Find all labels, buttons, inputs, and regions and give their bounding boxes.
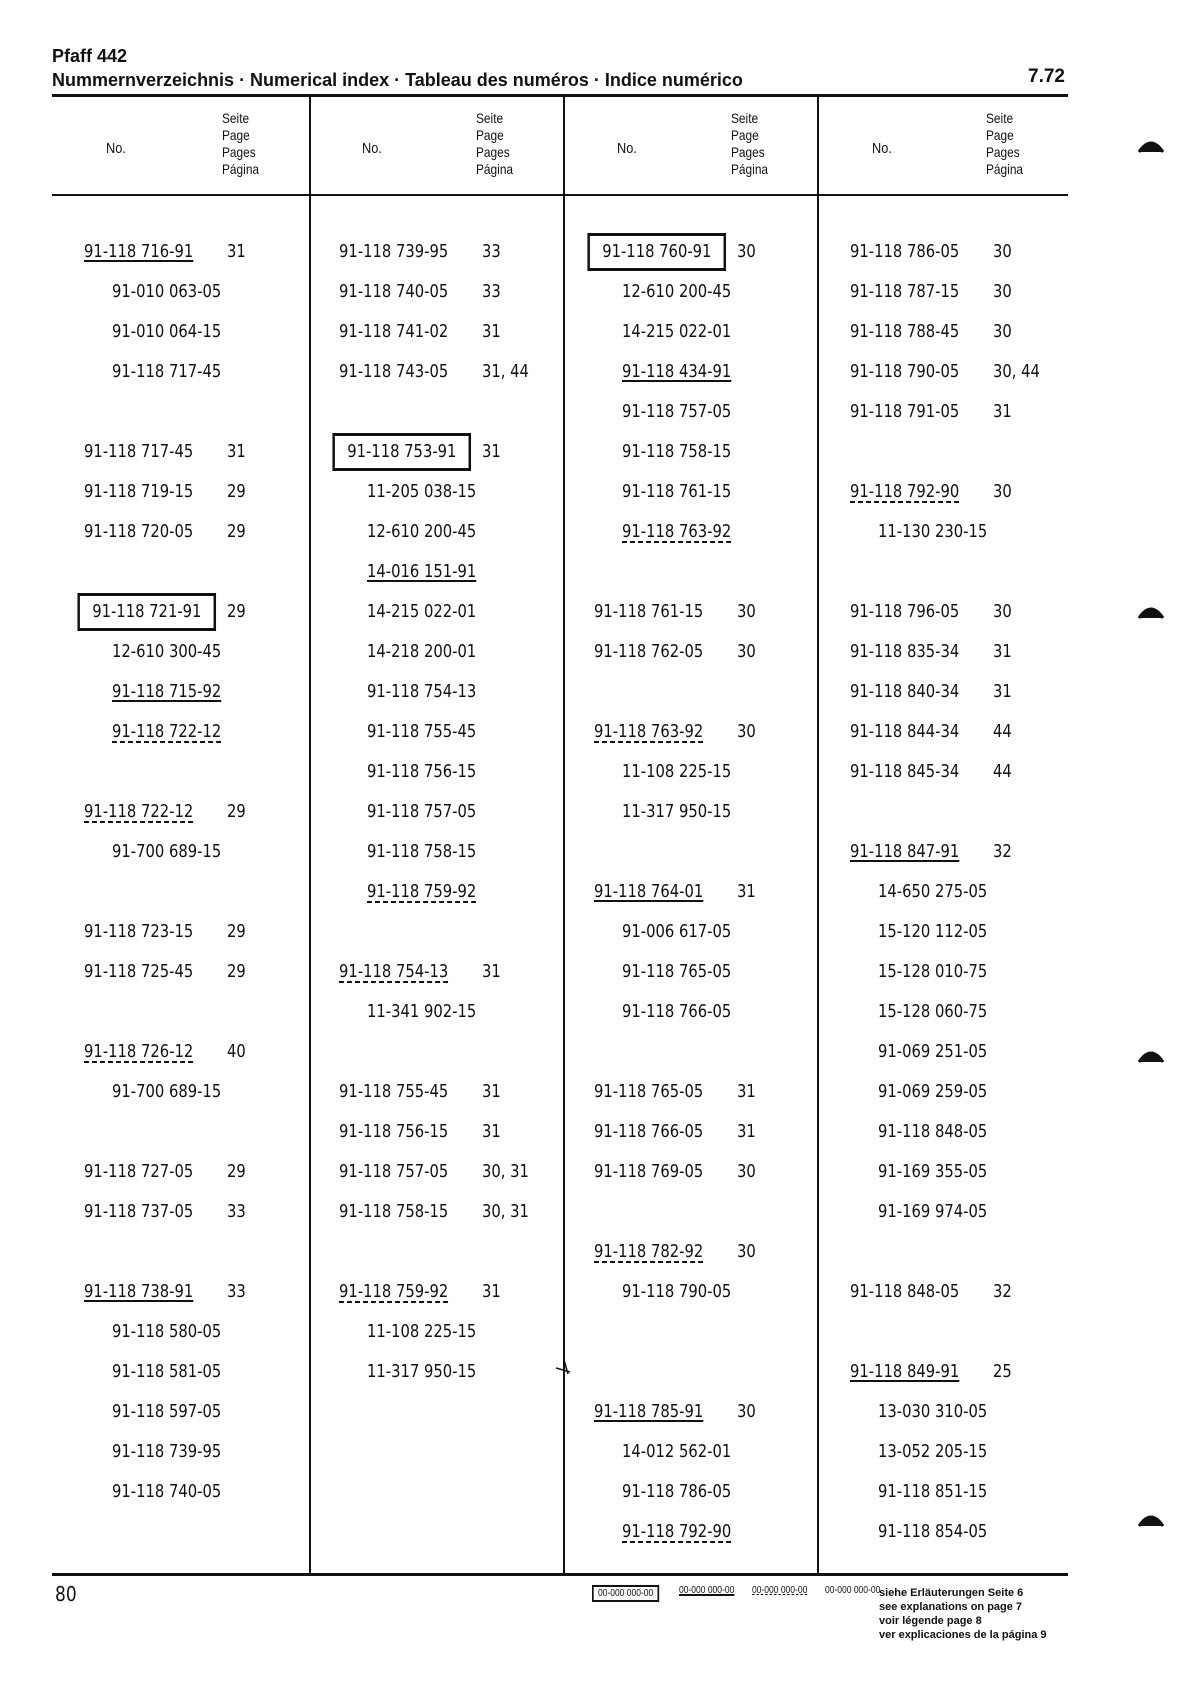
index-entry: 91-118 796-05 <box>850 601 960 622</box>
column-header-page-line: Page <box>986 127 1014 143</box>
index-entry: 91-118 757-05 <box>339 1161 449 1182</box>
index-subentry: 91-118 757-05 <box>622 401 732 422</box>
index-entry: 91-118 848-05 <box>850 1281 960 1302</box>
index-entry: 91-118 788-45 <box>850 321 960 342</box>
column-header-page-line: Página <box>476 161 514 177</box>
index-subentry: 91-118 851-15 <box>878 1481 988 1502</box>
page-reference: 29 <box>227 521 246 542</box>
index-entry: 91-118 849-91 <box>850 1361 960 1382</box>
page-reference: 30, 44 <box>993 361 1040 382</box>
page-reference: 31 <box>737 881 756 902</box>
index-entry: 91-118 763-92 <box>594 721 704 742</box>
margin-mark-icon <box>1137 1046 1165 1064</box>
index-entry: 91-118 782-92 <box>594 1241 704 1262</box>
index-entry: 91-118 787-15 <box>850 281 960 302</box>
index-entry: 91-118 719-15 <box>84 481 194 502</box>
index-entry: 91-118 721-91 <box>84 601 210 623</box>
index-entry: 91-118 739-95 <box>339 241 449 262</box>
index-subentry: 91-118 761-15 <box>622 481 732 502</box>
index-subentry: 91-118 758-15 <box>622 441 732 462</box>
index-subentry: 91-118 755-45 <box>367 721 477 742</box>
legend-line-en: see explanations on page 7 <box>879 1601 1023 1613</box>
index-subentry: 91-118 739-95 <box>112 1441 222 1462</box>
column-header-page <box>476 110 513 178</box>
index-subentry: 91-010 064-15 <box>112 321 222 342</box>
page-reference: 30 <box>737 641 756 662</box>
index-entry: 91-118 755-45 <box>339 1081 449 1102</box>
index-entry: 91-118 737-05 <box>84 1201 194 1222</box>
column-header-page-line: Page <box>476 127 504 143</box>
legend-solid-sample: 00-000 000-00 <box>679 1585 735 1596</box>
index-subentry: 91-700 689-15 <box>112 1081 222 1102</box>
cut-mark-icon <box>556 1356 574 1374</box>
index-entry: 91-118 786-05 <box>850 241 960 262</box>
index-subentry: 11-317 950-15 <box>622 801 732 822</box>
index-subentry: 91-118 848-05 <box>878 1121 988 1142</box>
index-entry: 91-118 847-91 <box>850 841 960 862</box>
index-entry: 91-118 764-01 <box>594 881 704 902</box>
index-entry: 91-118 756-15 <box>339 1121 449 1142</box>
index-entry: 91-118 790-05 <box>850 361 960 382</box>
page-reference: 30 <box>993 481 1012 502</box>
index-entry: 91-118 758-15 <box>339 1201 449 1222</box>
column-header-page-line: Seite <box>986 110 1014 126</box>
page-number: 80 <box>55 1582 77 1606</box>
index-subentry: 13-030 310-05 <box>878 1401 988 1422</box>
top-rule <box>52 94 1068 97</box>
index-entry: 91-118 791-05 <box>850 401 960 422</box>
index-subentry: 14-650 275-05 <box>878 881 988 902</box>
index-subentry: 91-118 854-05 <box>878 1521 988 1542</box>
page-reference: 29 <box>227 961 246 982</box>
page-reference: 31, 44 <box>482 361 529 382</box>
page-reference: 30 <box>737 601 756 622</box>
index-subentry: 14-012 562-01 <box>622 1441 732 1462</box>
column-divider <box>817 96 819 1573</box>
page-reference: 30 <box>737 1161 756 1182</box>
index-title: Nummernverzeichnis · Numerical index · Tableau des numéros · Indice numérico <box>52 70 743 90</box>
legend-dashed-sample: 00-000 000-00 <box>752 1585 808 1596</box>
index-entry: 91-118 765-05 <box>594 1081 704 1102</box>
index-entry: 91-118 845-34 <box>850 761 960 782</box>
column-header-page-line: Pages <box>222 144 256 160</box>
index-entry: 91-118 723-15 <box>84 921 194 942</box>
column-header-no: No. <box>106 140 126 157</box>
column-header-page-line: Pages <box>986 144 1020 160</box>
column-header-page <box>222 110 259 178</box>
index-subentry: 91-118 434-91 <box>622 361 732 382</box>
column-header-page <box>731 110 768 178</box>
index-entry: 91-118 769-05 <box>594 1161 704 1182</box>
index-entry: 91-118 840-34 <box>850 681 960 702</box>
page-reference: 31 <box>227 441 246 462</box>
page-reference: 30 <box>993 601 1012 622</box>
index-entry: 91-118 753-91 <box>339 441 465 463</box>
index-subentry: 14-215 022-01 <box>367 601 477 622</box>
index-entry: 91-118 725-45 <box>84 961 194 982</box>
index-subentry: 11-108 225-15 <box>367 1321 477 1342</box>
index-entry: 91-118 754-13 <box>339 961 449 982</box>
column-header-page-line: Seite <box>731 110 759 126</box>
index-subentry: 91-118 756-15 <box>367 761 477 782</box>
page-reference: 31 <box>993 681 1012 702</box>
page-reference: 31 <box>482 1121 501 1142</box>
index-entry: 91-118 716-91 <box>84 241 194 262</box>
index-entry: 91-118 727-05 <box>84 1161 194 1182</box>
page-reference: 32 <box>993 841 1012 862</box>
legend-line-de: siehe Erläuterungen Seite 6 <box>879 1587 1024 1599</box>
index-subentry: 91-118 581-05 <box>112 1361 222 1382</box>
column-header-page-line: Page <box>731 127 759 143</box>
index-subentry: 91-118 717-45 <box>112 361 222 382</box>
page-reference: 30 <box>737 241 756 262</box>
page-reference: 44 <box>993 721 1012 742</box>
page-reference: 32 <box>993 1281 1012 1302</box>
legend-line-es: ver explicaciones de la página 9 <box>879 1629 1047 1641</box>
column-header-page-line: Pages <box>476 144 510 160</box>
index-entry: 91-118 720-05 <box>84 521 194 542</box>
index-subentry: 91-118 758-15 <box>367 841 477 862</box>
index-subentry: 11-341 902-15 <box>367 1001 477 1022</box>
column-header-page-line: Pages <box>731 144 765 160</box>
index-subentry: 91-118 763-92 <box>622 521 732 542</box>
index-subentry: 91-118 792-90 <box>622 1521 732 1542</box>
index-subentry: 91-169 974-05 <box>878 1201 988 1222</box>
index-subentry: 11-130 230-15 <box>878 521 988 542</box>
page-reference: 30 <box>737 1241 756 1262</box>
index-subentry: 15-128 010-75 <box>878 961 988 982</box>
index-entry: 91-118 760-91 <box>594 241 720 263</box>
index-subentry: 11-317 950-15 <box>367 1361 477 1382</box>
index-entry: 91-118 722-12 <box>84 801 194 822</box>
page-reference: 31 <box>737 1121 756 1142</box>
index-subentry: 91-700 689-15 <box>112 841 222 862</box>
index-subentry: 91-069 251-05 <box>878 1041 988 1062</box>
brand-title: Pfaff 442 <box>52 46 128 66</box>
page-reference: 31 <box>482 961 501 982</box>
page-reference: 29 <box>227 601 246 622</box>
page-reference: 31 <box>993 401 1012 422</box>
page-reference: 31 <box>227 241 246 262</box>
legend-plain-sample: 00-000 000-00 <box>825 1585 881 1596</box>
index-entry: 91-118 844-34 <box>850 721 960 742</box>
page-reference: 33 <box>227 1201 246 1222</box>
page-reference: 40 <box>227 1041 246 1062</box>
index-subentry: 11-108 225-15 <box>622 761 732 782</box>
margin-mark-icon <box>1137 602 1165 620</box>
header-rule <box>52 194 1068 196</box>
index-subentry: 91-010 063-05 <box>112 281 222 302</box>
index-subentry: 14-218 200-01 <box>367 641 477 662</box>
column-header-no: No. <box>617 140 637 157</box>
page-reference: 29 <box>227 921 246 942</box>
index-entry: 91-118 717-45 <box>84 441 194 462</box>
index-subentry: 91-118 786-05 <box>622 1481 732 1502</box>
index-subentry: 91-118 715-92 <box>112 681 222 702</box>
column-header-no: No. <box>362 140 382 157</box>
column-header-page-line: Seite <box>476 110 504 126</box>
index-entry: 91-118 743-05 <box>339 361 449 382</box>
page-reference: 29 <box>227 1161 246 1182</box>
index-subentry: 12-610 300-45 <box>112 641 222 662</box>
index-entry: 91-118 792-90 <box>850 481 960 502</box>
page-reference: 29 <box>227 481 246 502</box>
index-subentry: 91-169 355-05 <box>878 1161 988 1182</box>
page-reference: 31 <box>482 441 501 462</box>
column-header-page <box>986 110 1023 178</box>
page-reference: 31 <box>482 321 501 342</box>
page-reference: 33 <box>227 1281 246 1302</box>
column-divider <box>309 96 311 1573</box>
bottom-rule <box>52 1573 1068 1576</box>
index-entry: 91-118 785-91 <box>594 1401 704 1422</box>
index-subentry: 91-118 765-05 <box>622 961 732 982</box>
page-reference: 44 <box>993 761 1012 782</box>
column-header-page-line: Página <box>222 161 260 177</box>
index-subentry: 14-016 151-91 <box>367 561 477 582</box>
column-header-no: No. <box>872 140 892 157</box>
index-subentry: 91-006 617-05 <box>622 921 732 942</box>
legend-samples <box>592 1585 890 1602</box>
index-entry: 91-118 835-34 <box>850 641 960 662</box>
index-entry: 91-118 762-05 <box>594 641 704 662</box>
index-subentry: 91-118 580-05 <box>112 1321 222 1342</box>
index-entry: 91-118 759-92 <box>339 1281 449 1302</box>
index-entry: 91-118 741-02 <box>339 321 449 342</box>
legend-line-fr: voir légende page 8 <box>879 1615 982 1627</box>
section-code: 7.72 <box>1028 66 1065 87</box>
index-subentry: 15-128 060-75 <box>878 1001 988 1022</box>
column-header-page-line: Seite <box>222 110 250 126</box>
index-subentry: 13-052 205-15 <box>878 1441 988 1462</box>
page-reference: 29 <box>227 801 246 822</box>
index-subentry: 15-120 112-05 <box>878 921 988 942</box>
index-entry: 91-118 738-91 <box>84 1281 194 1302</box>
margin-mark-icon <box>1137 1510 1165 1528</box>
index-subentry: 91-118 766-05 <box>622 1001 732 1022</box>
index-subentry: 91-118 757-05 <box>367 801 477 822</box>
index-subentry: 91-118 597-05 <box>112 1401 222 1422</box>
page-reference: 33 <box>482 281 501 302</box>
page-reference: 31 <box>993 641 1012 662</box>
page-reference: 25 <box>993 1361 1012 1382</box>
index-subentry: 91-118 740-05 <box>112 1481 222 1502</box>
index-subentry: 12-610 200-45 <box>622 281 732 302</box>
margin-mark-icon <box>1137 136 1165 154</box>
page-reference: 30 <box>993 281 1012 302</box>
page-reference: 30, 31 <box>482 1161 529 1182</box>
index-subentry: 11-205 038-15 <box>367 481 477 502</box>
page-reference: 30 <box>737 721 756 742</box>
index-subentry: 91-118 754-13 <box>367 681 477 702</box>
page-reference: 30 <box>993 321 1012 342</box>
index-subentry: 91-118 759-92 <box>367 881 477 902</box>
index-entry: 91-118 726-12 <box>84 1041 194 1062</box>
legend-explanations <box>879 1586 1047 1642</box>
index-entry: 91-118 740-05 <box>339 281 449 302</box>
column-header-page-line: Página <box>986 161 1024 177</box>
column-divider <box>563 96 565 1573</box>
column-header-page-line: Page <box>222 127 250 143</box>
legend-boxed-sample: 00-000 000-00 <box>592 1585 659 1602</box>
index-subentry: 12-610 200-45 <box>367 521 477 542</box>
index-subentry: 14-215 022-01 <box>622 321 732 342</box>
column-header-page-line: Página <box>731 161 769 177</box>
page-reference: 30 <box>737 1401 756 1422</box>
index-entry: 91-118 766-05 <box>594 1121 704 1142</box>
page-reference: 31 <box>737 1081 756 1102</box>
page-reference: 30 <box>993 241 1012 262</box>
page-reference: 31 <box>482 1281 501 1302</box>
page-reference: 30, 31 <box>482 1201 529 1222</box>
page-reference: 31 <box>482 1081 501 1102</box>
page-reference: 33 <box>482 241 501 262</box>
index-subentry: 91-118 722-12 <box>112 721 222 742</box>
index-subentry: 91-069 259-05 <box>878 1081 988 1102</box>
index-subentry: 91-118 790-05 <box>622 1281 732 1302</box>
index-entry: 91-118 761-15 <box>594 601 704 622</box>
